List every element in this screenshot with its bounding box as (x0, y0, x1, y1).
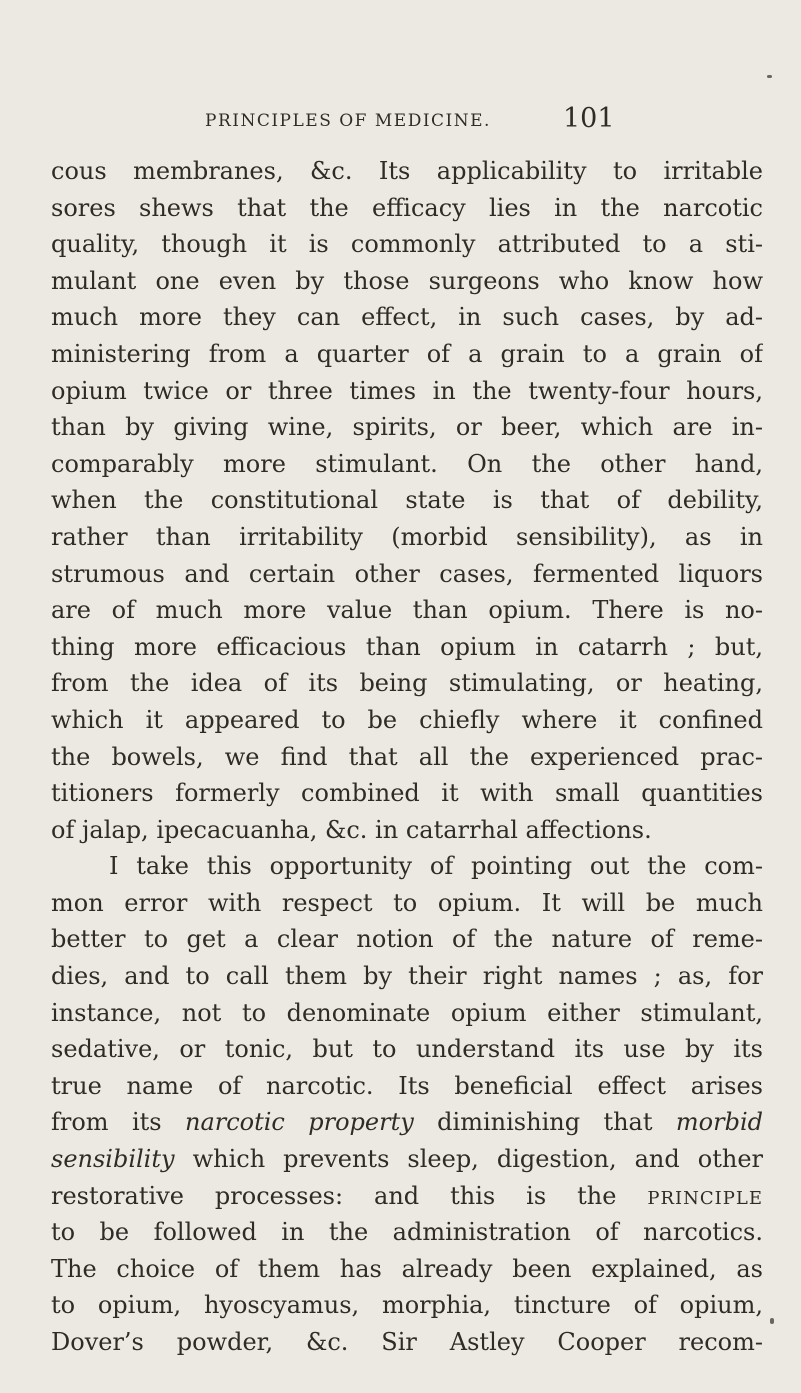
running-title: PRINCIPLES OF MEDICINE. (205, 111, 491, 131)
text-line: sores shews that the efficacy lies in the narcotic (51, 193, 763, 222)
text-line: instance, not to denominate opium either stimulant, (51, 998, 763, 1027)
text-line: Dover’s powder, &c. Sir Astley Cooper recom- (51, 1328, 763, 1356)
text-line: true name of narcotic. Its beneficial effect arises (51, 1071, 763, 1100)
text-line-with-italics (51, 1104, 763, 1141)
text-line: better to get a clear notion of the nature of reme- (51, 925, 763, 954)
text-line: The choice of them has already been explained, as (51, 1254, 763, 1283)
text-run: restorative processes: and this is the (51, 1181, 648, 1210)
text-line: than by giving wine, spirits, or beer, which are in- (51, 413, 763, 442)
text-line: the bowels, we find that all the experienced prac- (51, 742, 763, 771)
text-line: are of much more value than opium. There is no- (51, 596, 763, 625)
text-run: from its (51, 1108, 185, 1137)
italic-run: morbid (675, 1108, 763, 1137)
italic-run: narcotic property (184, 1108, 414, 1137)
text-line: to opium, hyoscyamus, morphia, tincture of opium, (51, 1291, 763, 1320)
text-line: much more they can effect, in such cases, by ad- (51, 303, 763, 332)
text-line: from the idea of its being stimulating, or heating, (51, 669, 763, 698)
text-line: when the constitutional state is that of debility, (51, 486, 763, 515)
text-line: mulant one even by those surgeons who know how (51, 266, 763, 295)
text-line: which it appeared to be chiefly where it confined (51, 705, 763, 734)
text-run: diminishing that (413, 1108, 676, 1137)
text-line-with-italics (51, 1141, 763, 1178)
paragraph-start-line: I take this opportunity of pointing out the com- (109, 852, 763, 881)
text-line: strumous and certain other cases, fermented liquors (51, 559, 763, 588)
text-line: quality, though it is commonly attributed to a sti- (51, 230, 763, 259)
paper-speck (767, 75, 772, 78)
page-number: 101 (563, 103, 615, 134)
text-line: ministering from a quarter of a grain to a grain of (51, 339, 763, 368)
text-line: cous membranes, &c. Its applicability to irritable (51, 157, 763, 185)
running-head (205, 103, 685, 139)
body-text (51, 153, 763, 1361)
text-line: thing more efficacious than opium in catarrh ; but, (51, 632, 763, 661)
small-caps-run: PRINCIPLE (647, 1187, 763, 1209)
text-line: titioners formerly combined it with small quantities (51, 779, 763, 808)
text-line: opium twice or three times in the twenty-four hours, (51, 376, 763, 405)
text-line: mon error with respect to opium. It will be much (51, 888, 763, 917)
text-line: sedative, or tonic, but to understand its use by its (51, 1035, 763, 1064)
text-line-with-small-caps (51, 1178, 763, 1215)
italic-run: sensibility (51, 1145, 175, 1174)
text-line: to be followed in the administration of narcotics. (51, 1218, 763, 1247)
text-line: rather than irritability (morbid sensibility), as in (51, 522, 763, 551)
paper-speck (770, 1318, 774, 1324)
text-line: dies, and to call them by their right names ; as, for (51, 962, 763, 991)
text-line: comparably more stimulant. On the other hand, (51, 449, 763, 478)
paragraph-end-line: of jalap, ipecacuanha, &c. in catarrhal affections. (51, 815, 652, 844)
text-run: which prevents sleep, digestion, and other (174, 1145, 763, 1174)
